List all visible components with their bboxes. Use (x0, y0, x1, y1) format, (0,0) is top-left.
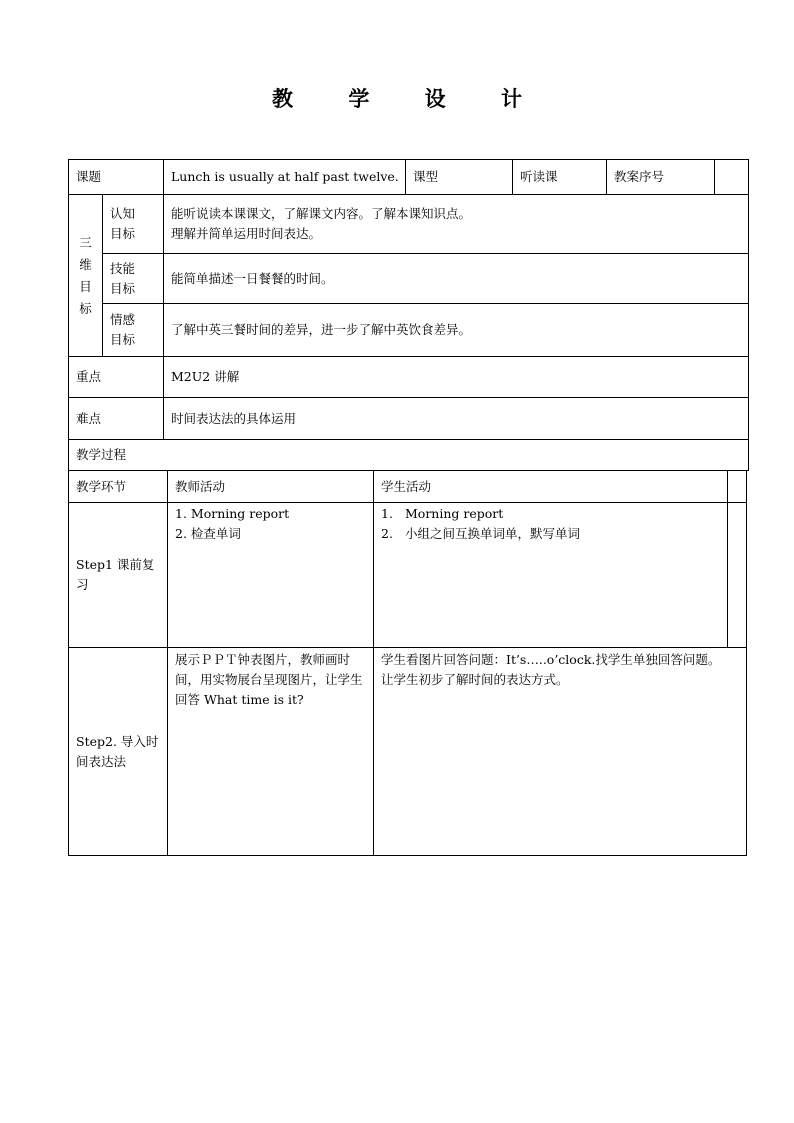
process-label: 教学过程 (76, 447, 127, 462)
step2-teacher-cell (167, 647, 374, 856)
step2-name: Step2. 导入时间表达法 (76, 733, 159, 769)
topic-label-cell (68, 159, 164, 195)
difficulty-value: 时间表达法的具体运用 (171, 410, 297, 426)
serial-value-cell (714, 159, 749, 195)
cognitive-line: 理解并简单运用时间表达。 (171, 226, 322, 241)
process-label-cell (68, 439, 749, 471)
step2-teacher-text: 展示ＰＰＴ钟表图片，教师画时间，用实物展台呈现图片，让学生回答 What time is it? (175, 652, 363, 707)
emotion-text: 了解中英三餐时间的差异，进一步了解中英饮食差异。 (171, 322, 472, 337)
step1-teacher-cell (167, 502, 374, 648)
difficulty-label-cell (68, 397, 164, 440)
column-header-teacher: 教师活动 (167, 470, 374, 503)
step2-name-cell (68, 647, 168, 856)
key-point-value: M2U2 讲解 (171, 369, 240, 384)
emotion-content-cell (163, 303, 749, 357)
step1-student-cell: 1. Morning report 2. 小组之间互换单词单，默写单词 (373, 502, 728, 648)
column-header-extra (727, 470, 747, 503)
serial-label: 教案序号 (614, 169, 665, 184)
type-value-cell (512, 159, 607, 195)
step1-student-line: 小组之间互换单词单，默写单词 (405, 526, 581, 541)
objectives-group-label: 三 维 目 标 (68, 194, 103, 357)
step1-name-cell (68, 502, 168, 648)
topic-value: Lunch is usually at half past twelve. (171, 169, 399, 184)
skill-text: 能简单描述一日餐餐的时间。 (171, 270, 334, 286)
key-point-label-cell (68, 356, 164, 398)
skill-label-cell: 技能 目标 (102, 253, 164, 304)
type-label-cell (405, 159, 513, 195)
column-header-step: 教学环节 (68, 470, 168, 503)
step1-teacher-line: 1. Morning report (175, 506, 290, 521)
step2-student-text: 学生看图片回答问题：It’s…..o’clock.找学生单独回答问题。 (381, 652, 721, 667)
step2-student-text: 让学生初步了解时间的表达方式。 (381, 672, 569, 687)
cognitive-line: 能听说读本课课文，了解课文内容。了解本课知识点。 (171, 206, 472, 221)
key-point-value-cell (163, 356, 749, 398)
cognitive-label-cell: 认知 目标 (102, 194, 164, 254)
type-label: 课型 (413, 169, 439, 184)
step1-teacher-line: 2. 检查单词 (175, 526, 241, 541)
step1-student-line: Morning report (405, 506, 504, 521)
serial-label-cell (606, 159, 715, 195)
step1-name: Step1 课前复习 (76, 557, 155, 592)
page-title: 教 学 设 计 (272, 87, 546, 111)
difficulty-label: 难点 (76, 410, 102, 426)
emotion-label-cell: 情感 目标 (102, 303, 164, 357)
difficulty-value-cell (163, 397, 749, 440)
column-header-student: 学生活动 (373, 470, 728, 503)
step2-student-cell (373, 647, 747, 856)
key-point-label: 重点 (76, 369, 102, 384)
cognitive-content-cell (163, 194, 749, 254)
step1-extra-cell (727, 502, 747, 648)
topic-value-cell (163, 159, 406, 195)
skill-content-cell (163, 253, 749, 304)
type-value: 听读课 (520, 169, 558, 184)
topic-label: 课题 (76, 169, 102, 184)
